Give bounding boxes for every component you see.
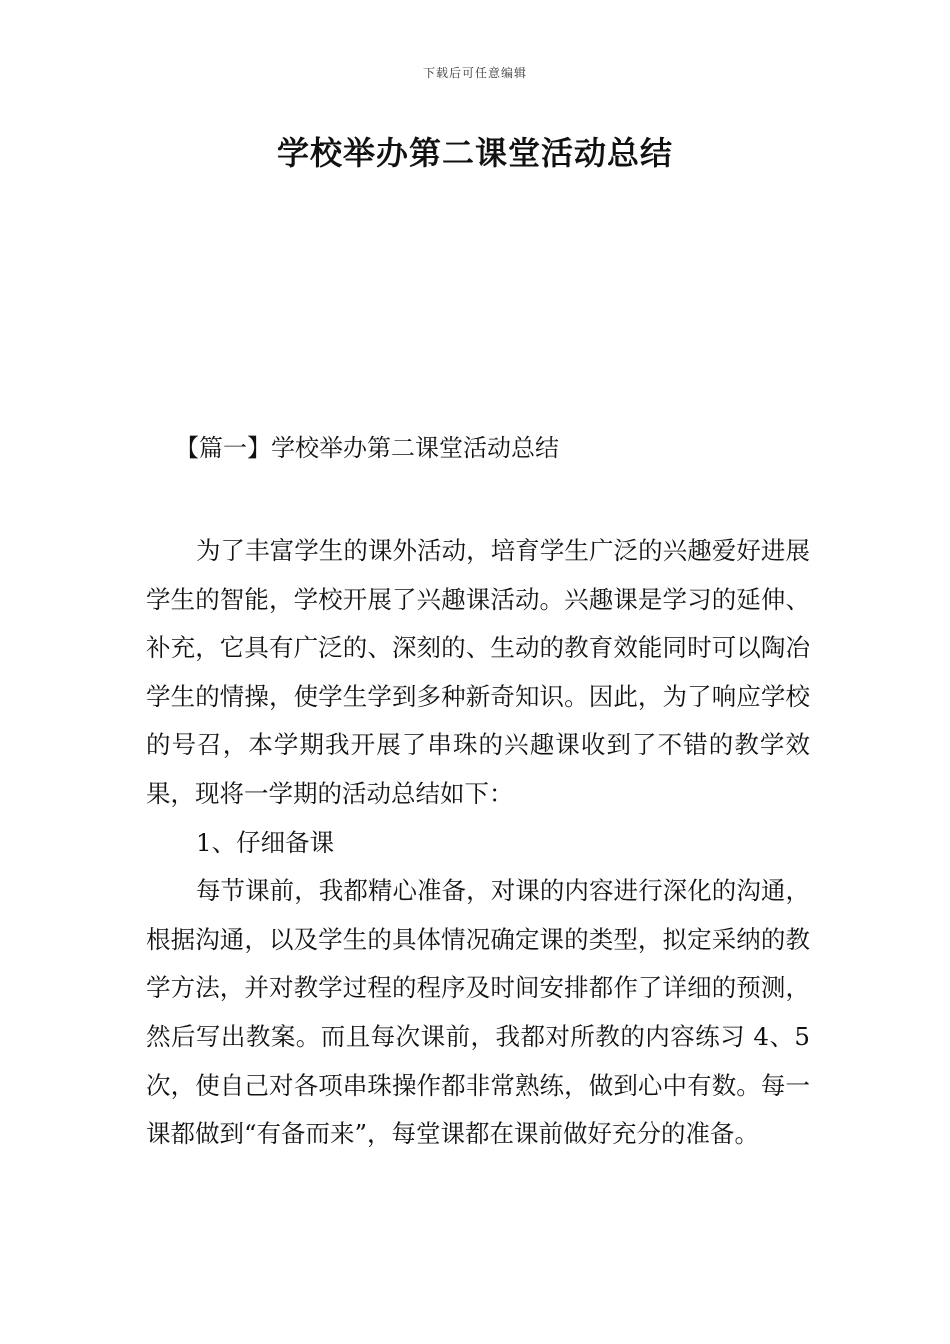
section-heading: 【篇一】学校举办第二课堂活动总结 (175, 434, 559, 462)
paragraph-preparation: 每节课前，我都精心准备，对课的内容进行深化的沟通，根据沟通，以及学生的具体情况确定课的类型，拟定采纳的教学方法，并对教学过程的程序及时间安排都作了详细的预测，然后写出教案。而且每次课前，我都对所教的内容练习 4、5 次，使自己对各项串珠操作都非常熟练，做到心中有数。每一课都做到“有备而来”，每堂课都在课前做好充分的准备。 (146, 876, 810, 1149)
header-note: 下载后可任意编辑 (422, 66, 527, 80)
document-body (146, 527, 810, 1159)
list-item-heading: 1、仔细备课 (196, 827, 335, 857)
paragraph-intro: 为了丰富学生的课外活动，培育学生广泛的兴趣爱好进展学生的智能，学校开展了兴趣课活动。兴趣课是学习的延伸、补充，它具有广泛的、深刻的、生动的教育效能同时可以陶冶学生的情操，使学生学到多种新奇知识。因此，为了响应学校的号召，本学期我开展了串珠的兴趣课收到了不错的教学效果，现将一学期的活动总结如下： (146, 536, 810, 808)
document-title: 学校举办第二课堂活动总结 (276, 134, 673, 172)
